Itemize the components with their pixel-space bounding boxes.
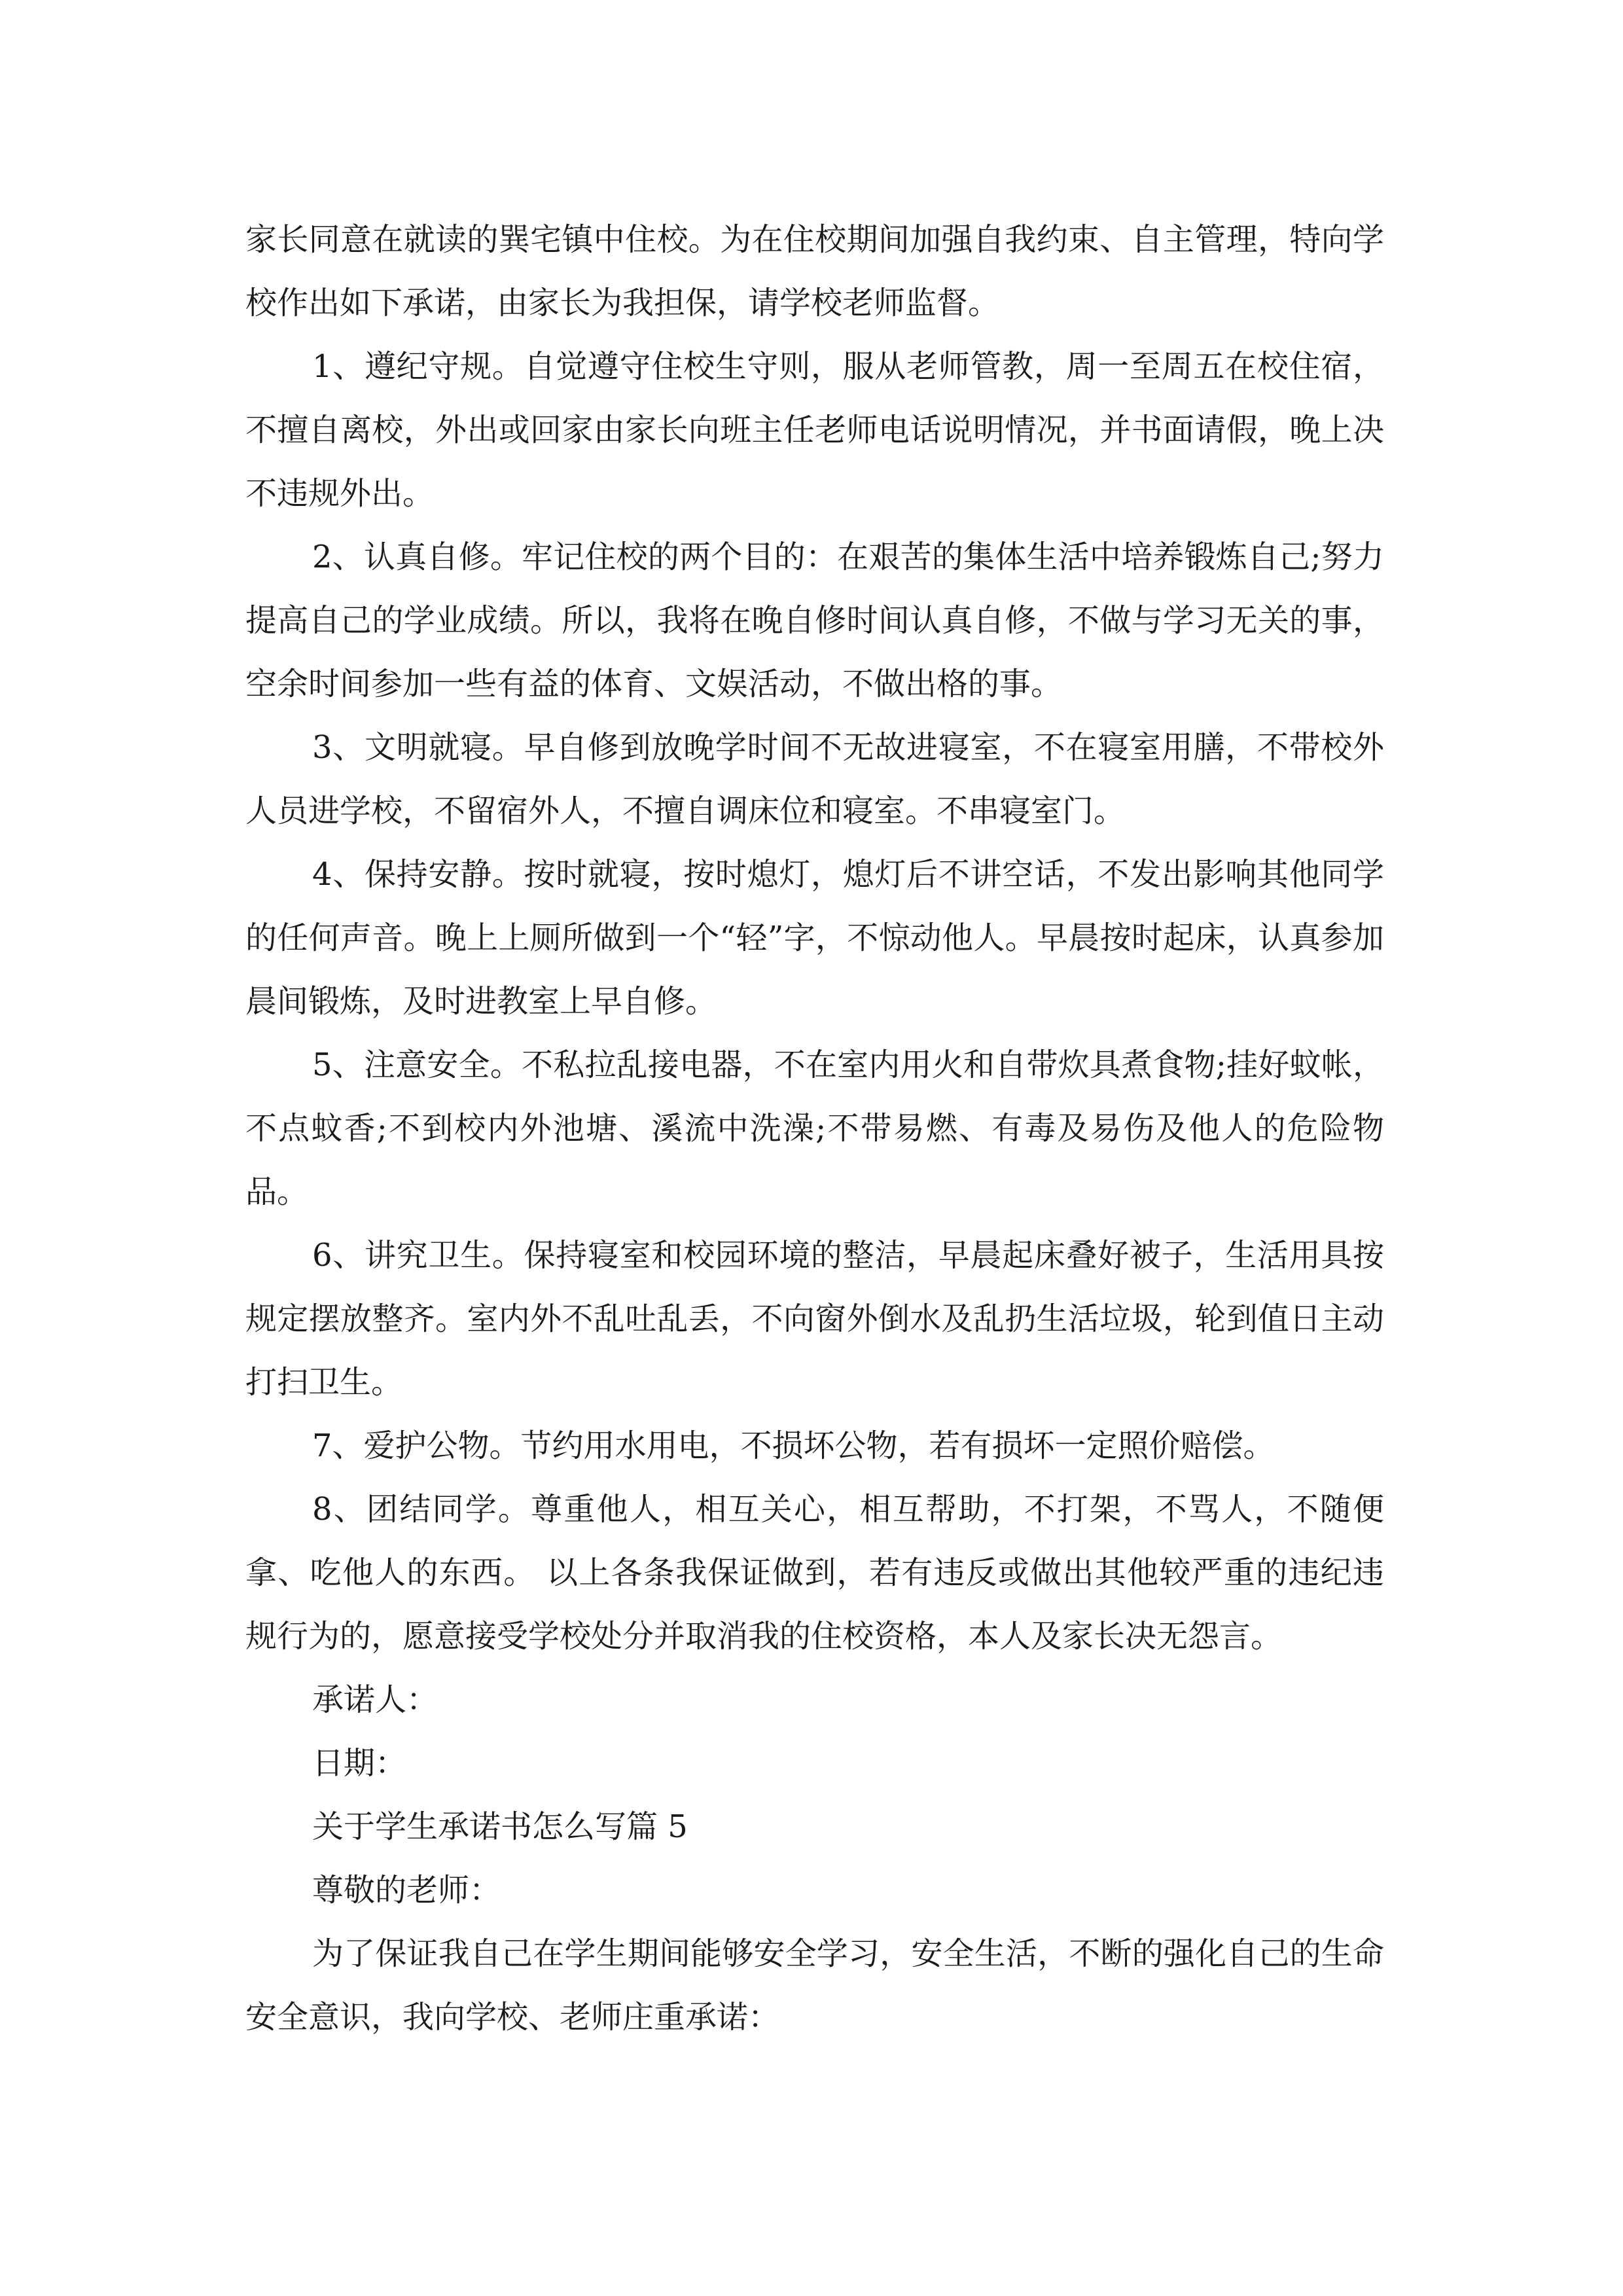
paragraph-intro: 家长同意在就读的巽宅镇中住校。为在住校期间加强自我约束、自主管理，特向学校作出如下承诺，由家长为我担保，请学校老师监督。: [245, 221, 1384, 321]
paragraph-rule-7: 7、爱护公物。节约用水用电，不损坏公物，若有损坏一定照价赔偿。: [312, 1427, 1275, 1464]
section-title: 关于学生承诺书怎么写篇 5: [312, 1808, 688, 1845]
paragraph-rule-3: 3、文明就寝。早自修到放晚学时间不无故进寝室，不在寝室用膳，不带校外人员进学校，不留宿外人，不擅自调床位和寝室。不串寝室门。: [245, 729, 1384, 829]
document-body: [245, 208, 1384, 2049]
paragraph-rule-6: 6、讲究卫生。保持寝室和校园环境的整洁，早晨起床叠好被子，生活用具按规定摆放整齐。室内外不乱吐乱丢，不向窗外倒水及乱扔生活垃圾，轮到值日主动打扫卫生。: [245, 1237, 1384, 1401]
paragraph-rule-4: 4、保持安静。按时就寝，按时熄灯，熄灯后不讲空话，不发出影响其他同学的任何声音。晚上上厕所做到一个“轻”字，不惊动他人。早晨按时起床，认真参加晨间锻炼，及时进教室上早自修。: [245, 856, 1384, 1020]
date-line: 日期：: [312, 1745, 407, 1782]
paragraph-rule-1: 1、遵纪守规。自觉遵守住校生守则，服从老师管教，周一至周五在校住宿，不擅自离校，外出或回家由家长向班主任老师电话说明情况，并书面请假，晚上决不违规外出。: [245, 348, 1384, 512]
salutation: 尊敬的老师：: [312, 1872, 501, 1909]
paragraph-rule-5: 5、注意安全。不私拉乱接电器，不在室内用火和自带炊具煮食物;挂好蚊帐，不点蚊香;不到校内外池塘、溪流中洗澡;不带易燃、有毒及易伤及他人的危险物品。: [245, 1047, 1384, 1210]
paragraph-rule-8: 8、团结同学。尊重他人，相互关心，相互帮助，不打架，不骂人，不随便拿、吃他人的东西。 以上各条我保证做到，若有违反或做出其他较严重的违纪违规行为的，愿意接受学校处分并取消我的住校资格，本人及家长决无怨言。: [245, 1491, 1384, 1655]
paragraph-rule-2: 2、认真自修。牢记住校的两个目的：在艰苦的集体生活中培养锻炼自己;努力提高自己的学业成绩。所以，我将在晚自修时间认真自修，不做与学习无关的事，空余时间参加一些有益的体育、文娱活动，不做出格的事。: [245, 539, 1384, 702]
signature-line: 承诺人：: [312, 1681, 438, 1718]
paragraph-pledge-intro: 为了保证我自己在学生期间能够安全学习，安全生活，不断的强化自己的生命安全意识，我向学校、老师庄重承诺：: [245, 1935, 1384, 2036]
